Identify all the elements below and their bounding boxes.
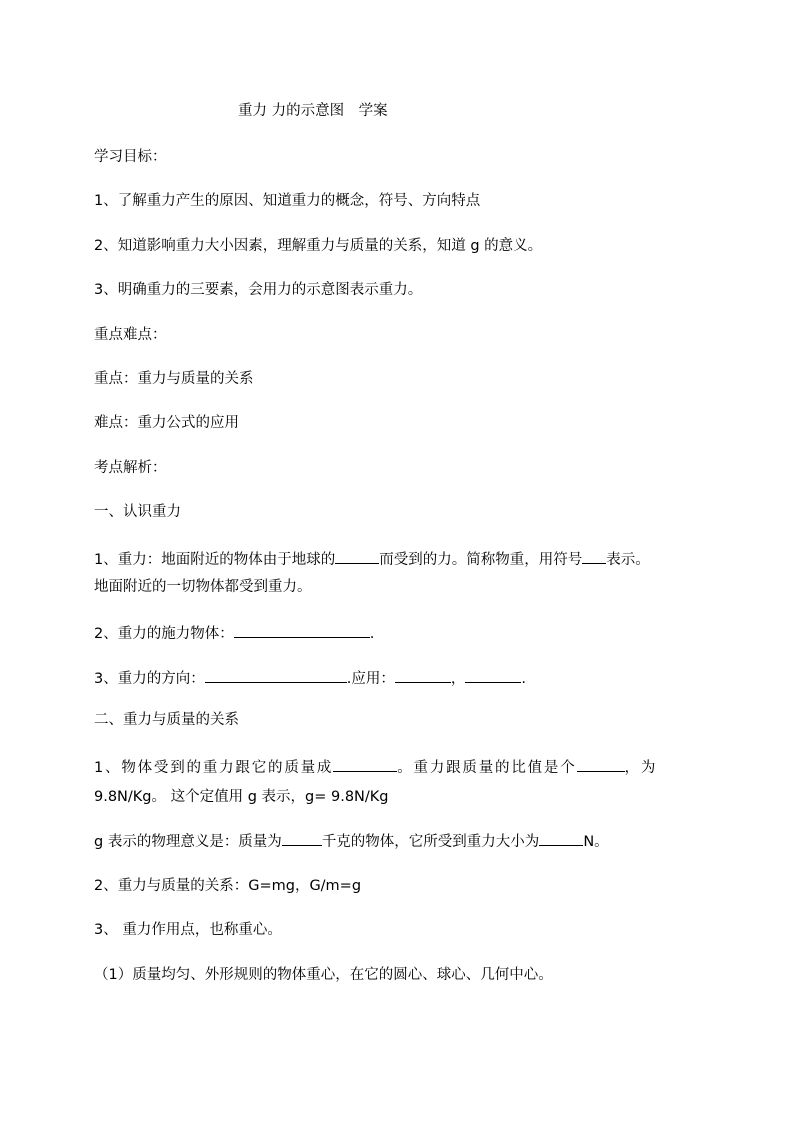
section1-item-3-text-a: 3、重力的方向： [94,671,205,687]
section1-item-1-text-a: 1、重力：地面附近的物体由于地球的 [94,552,336,568]
section2-item-1-text-a: 1、物体受到的重力跟它的质量成 [94,760,334,776]
g-meaning-text-a: g 表示的物理意义是：质量为 [94,834,282,850]
key-point: 重点：重力与质量的关系 [94,371,254,387]
section1-item-1-line2: 地面附近的一切物体都受到重力。 [94,579,312,595]
section2-item-3: 3、 重力作用点，也称重心。 [94,922,282,938]
g-meaning-text-b: 千克的物体，它所受到重力大小为 [321,834,540,850]
section2-item-2: 2、重力与质量的关系：G=mg，G/m=g [94,878,362,894]
fill-blank-9[interactable] [282,831,322,846]
g-meaning-text-c: N。 [583,834,609,850]
objective-item-3: 3、明确重力的三要素，会用力的示意图表示重力。 [94,282,423,298]
section1-item-2 [94,623,374,643]
section1-item-1-text-c: 表示。 [606,552,650,568]
section1-heading: 一、认识重力 [94,504,181,520]
section1-item-3-text-c: ， [450,671,466,687]
section1-item-2-text-b: . [369,626,375,642]
fill-blank-6[interactable] [465,668,521,683]
page-title: 重力 力的示意图 学案 [238,103,388,119]
section2-heading: 二、重力与质量的关系 [94,712,239,728]
section2-item-1-text-b: 。重力跟质量的比值是个 [397,760,577,776]
section1-item-3-text-d: . [521,671,526,687]
fill-blank-8[interactable] [577,757,625,772]
objective-item-1: 1、了解重力产生的原因、知道重力的概念，符号、方向特点 [94,193,481,209]
difficulty-point: 难点：重力公式的应用 [94,415,239,431]
fill-blank-5[interactable] [395,668,451,683]
section1-item-2-text-a: 2、重力的施力物体： [94,626,234,642]
fill-blank-7[interactable] [333,757,397,772]
fill-blank-3[interactable] [234,623,370,638]
key-points-heading: 重点难点： [94,327,167,343]
section1-item-1-text-b: 而受到的力。简称物重，用符号 [379,552,583,568]
fill-blank-4[interactable] [205,668,347,683]
objectives-heading: 学习目标： [94,149,167,165]
section2-item-3-sub-1: （1）质量均匀、外形规则的物体重心，在它的圆心、球心、几何中心。 [94,967,553,983]
section1-item-1 [94,549,650,569]
analysis-heading: 考点解析： [94,460,167,476]
section2-item-1 [94,757,657,777]
section1-item-3-text-b: .应用： [346,671,395,687]
g-meaning [94,831,609,851]
fill-blank-2[interactable] [582,549,606,564]
section2-item-1-text-c: ，为 [624,760,658,776]
fill-blank-10[interactable] [539,831,583,846]
objective-item-2: 2、知道影响重力大小因素，理解重力与质量的关系，知道 g 的意义。 [94,238,543,254]
section2-item-1-line2: 9.8N/Kg。 这个定值用 g 表示，g= 9.8N/Kg [94,789,389,805]
section1-item-3 [94,668,526,688]
fill-blank-1[interactable] [335,549,379,564]
